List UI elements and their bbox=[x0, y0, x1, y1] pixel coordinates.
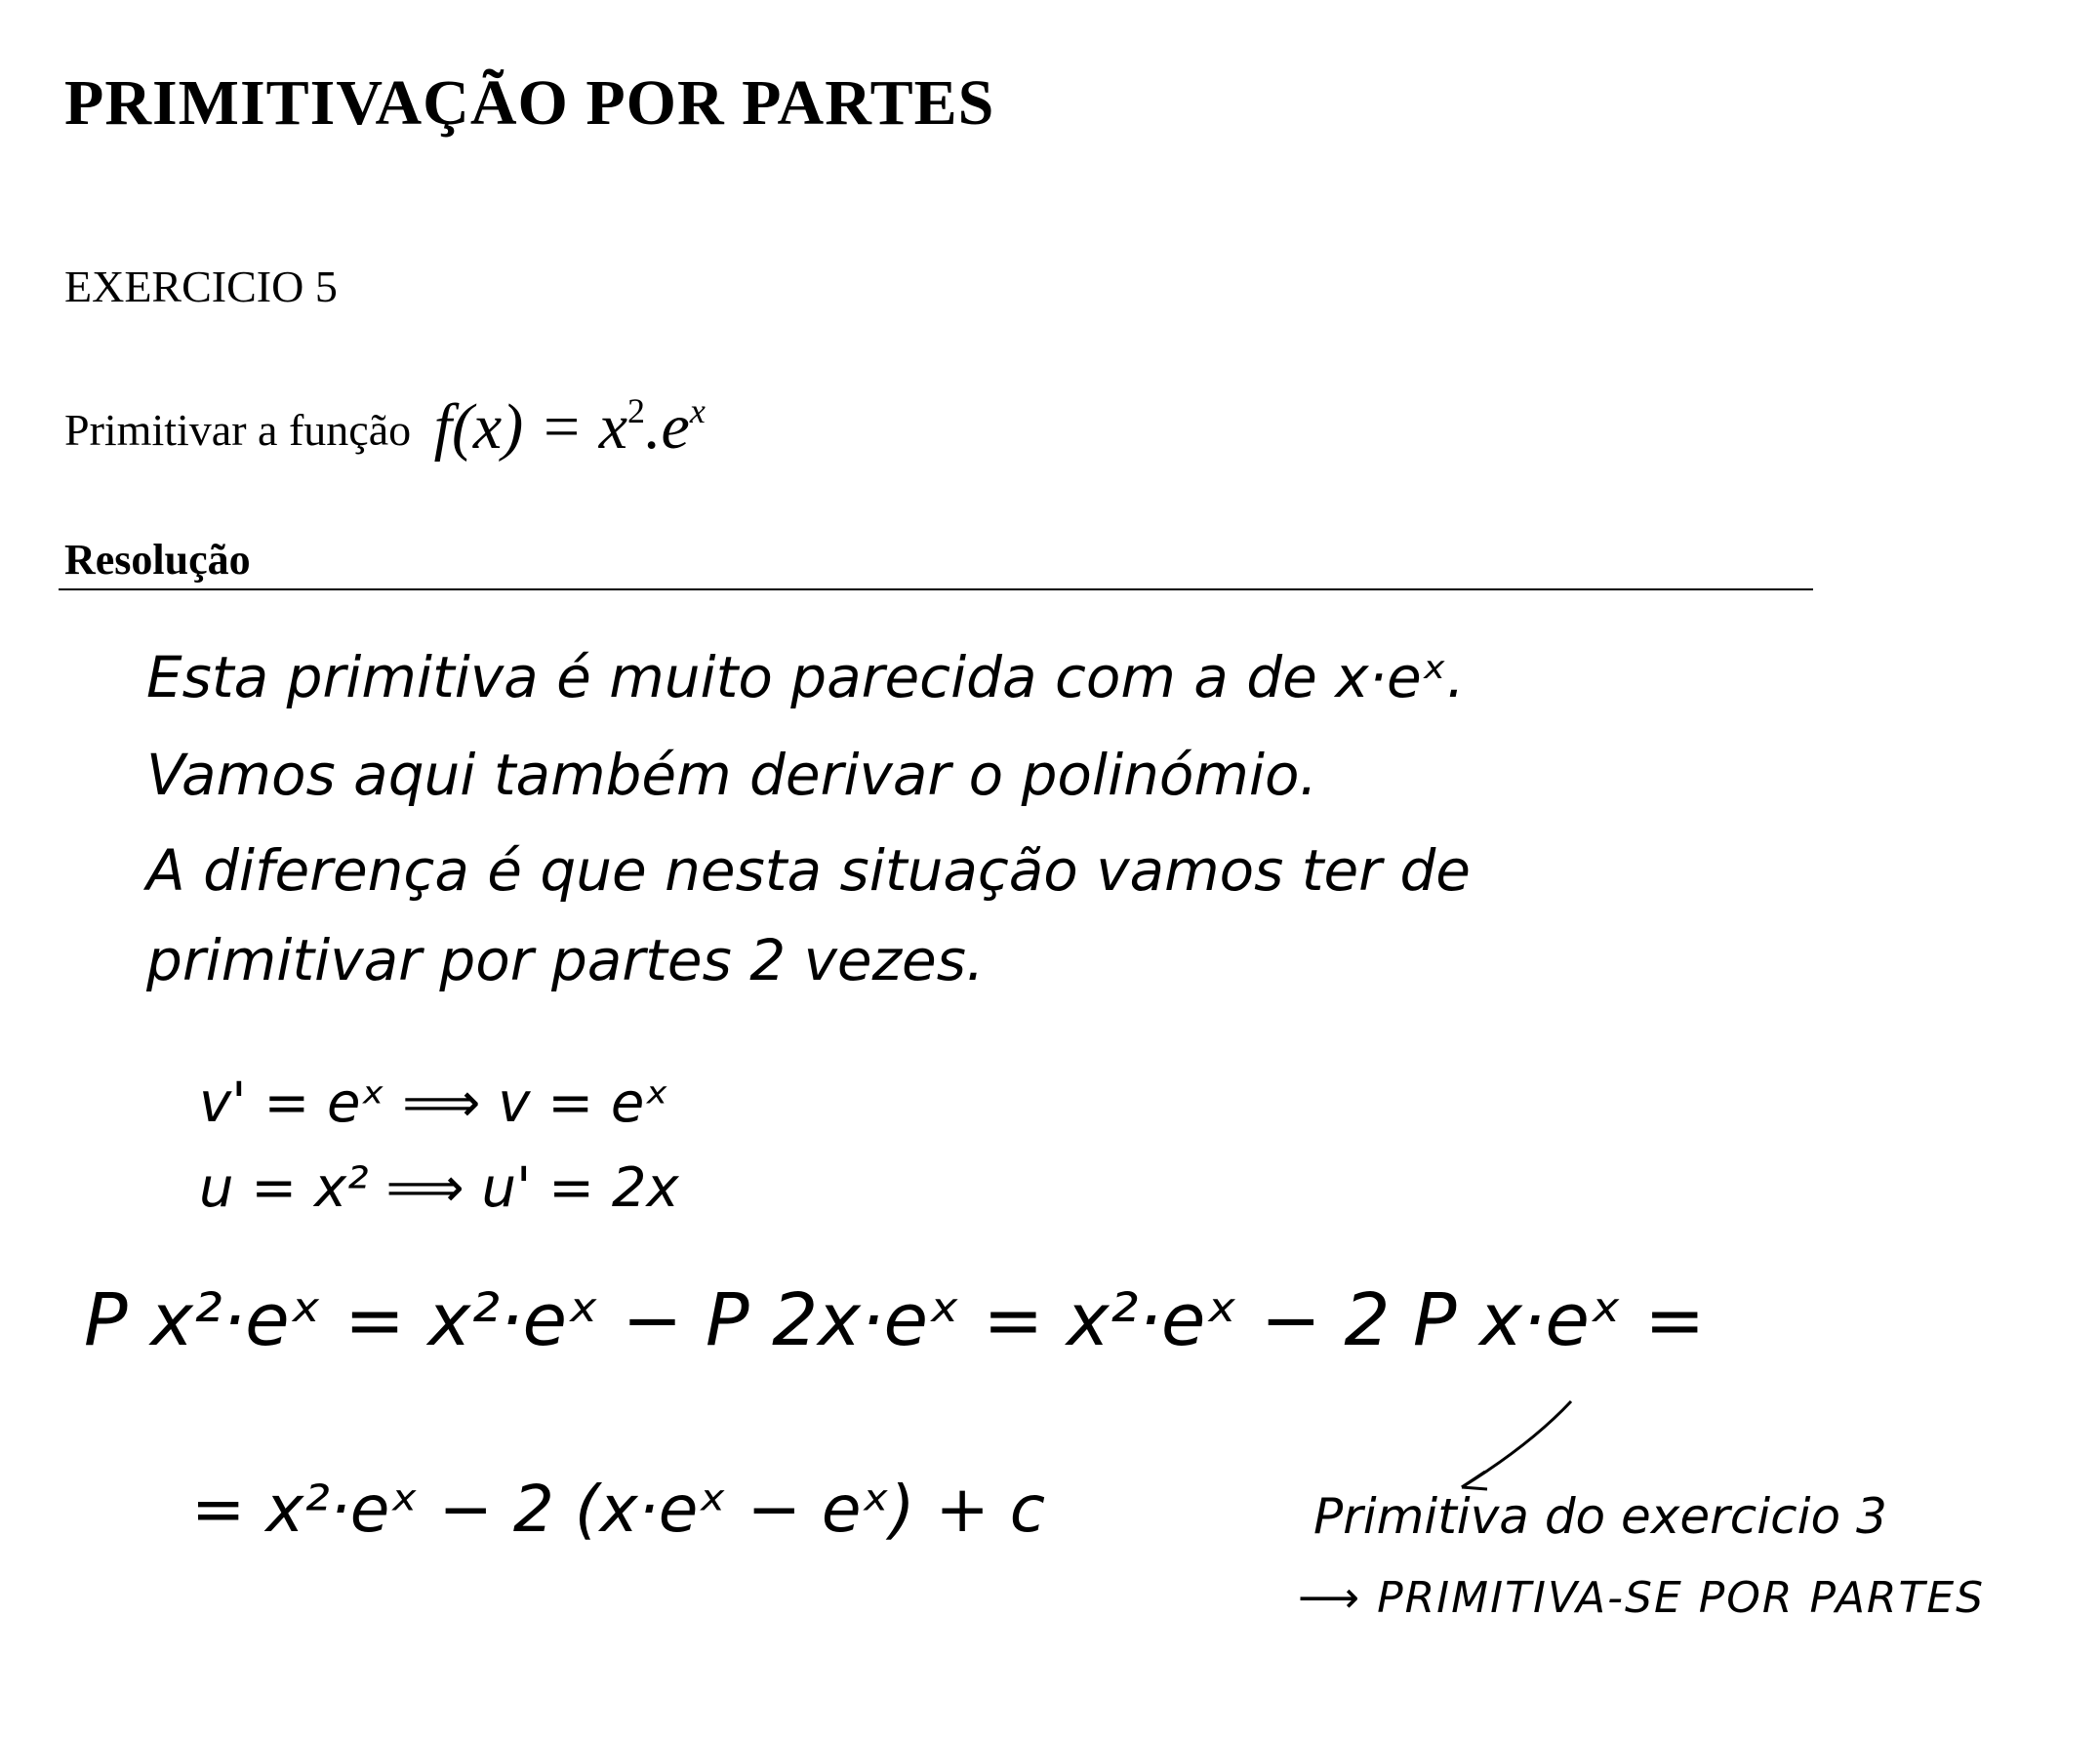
note-reference: Primitiva do exercicio 3 bbox=[1313, 1488, 1887, 1545]
page-title: PRIMITIVAÇÃO POR PARTES bbox=[64, 67, 995, 139]
integration-equation-line-1: P x²·eˣ = x²·eˣ − P 2x·eˣ = x²·eˣ − 2 P x·eˣ = bbox=[84, 1278, 1706, 1362]
handwritten-paragraph-line-4: primitivar por partes 2 vezes. bbox=[146, 927, 985, 993]
task-statement bbox=[64, 390, 706, 465]
function-mid: .e bbox=[645, 391, 690, 463]
function-exponent-2: 2 bbox=[627, 391, 646, 430]
resolution-heading: Resolução bbox=[64, 536, 251, 584]
heading-divider bbox=[59, 588, 1813, 590]
function-exponent-x: x bbox=[689, 391, 706, 430]
handwritten-paragraph-line-3: A diferença é que nesta situação vamos ter de bbox=[146, 837, 1471, 904]
handwritten-paragraph-line-2: Vamos aqui também derivar o polinómio. bbox=[146, 742, 1317, 808]
task-text: Primitivar a função bbox=[64, 405, 412, 455]
handwritten-paragraph-line-1: Esta primitiva é muito parecida com a de x·eˣ. bbox=[146, 644, 1465, 710]
function-left: f(x) = x bbox=[433, 391, 628, 463]
integration-equation-line-2: = x²·eˣ − 2 (x·eˣ − eˣ) + c bbox=[191, 1472, 1046, 1547]
pointer-arrow-icon bbox=[1444, 1394, 1581, 1501]
exercise-label: EXERCICIO 5 bbox=[64, 262, 338, 311]
substitution-u: u = x² ⟹ u' = 2x bbox=[199, 1156, 679, 1220]
function-formula bbox=[434, 391, 706, 463]
substitution-v: v' = eˣ ⟹ v = eˣ bbox=[199, 1071, 669, 1135]
note-method: ⟶ PRIMITIVA-SE POR PARTES bbox=[1298, 1573, 1986, 1623]
